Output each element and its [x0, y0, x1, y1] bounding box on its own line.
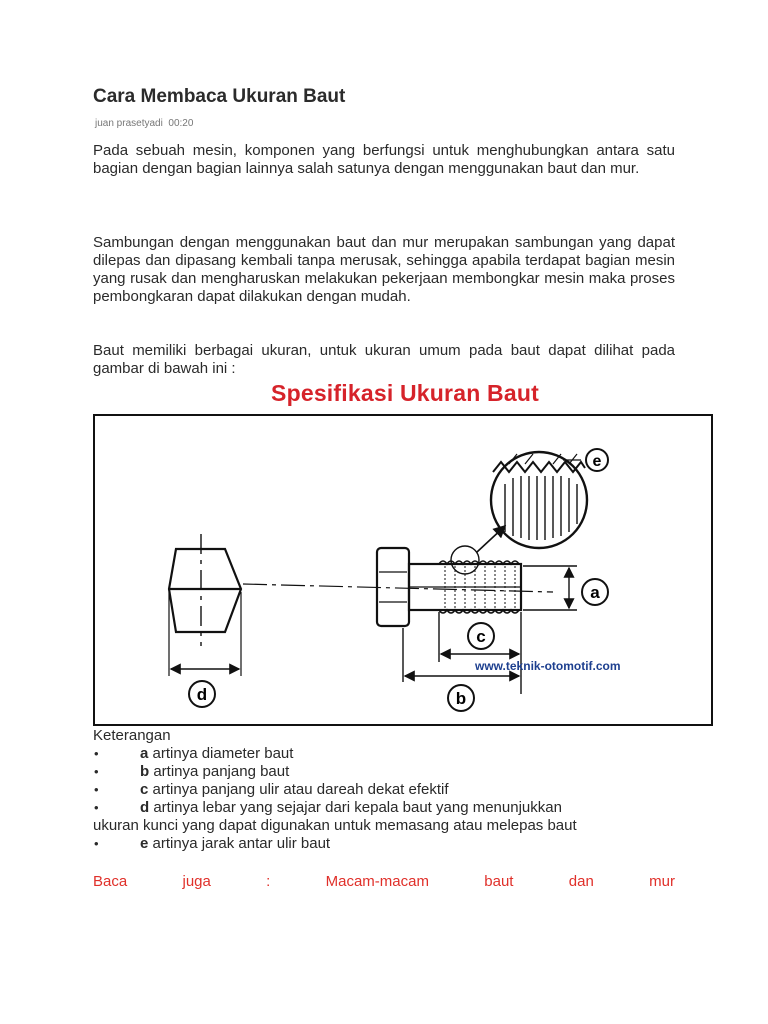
- list-item: • d artinya lebar yang sejajar dari kepala baut yang menunjukkan ukuran kunci yang dapat digunakan untuk memasang atau melepas baut: [93, 799, 577, 834]
- list-item: • b artinya panjang baut: [94, 763, 290, 780]
- legend-heading: Keterangan: [93, 727, 171, 744]
- paragraph-2: Sambungan dengan menggunakan baut dan mur merupakan sambungan yang dapat dilepas dan dipasang kembali tanpa merusak, sehingga apabila terdapat bagian mesin yang rusak dan mengharuskan melakukan pekerjaan membongkar mesin maka proses pembongkaran dapat dilakukan dengan mudah.: [93, 234, 675, 305]
- read-also-link[interactable]: Baca juga : Macam-macam baut dan mur: [93, 873, 675, 890]
- label-b: [448, 685, 474, 711]
- post-time: 00:20: [168, 118, 194, 129]
- paragraph-3: Baut memiliki berbagai ukuran, untuk ukuran umum pada baut dapat dilihat pada gambar di bawah ini :: [93, 342, 675, 377]
- bullet: •: [94, 746, 99, 761]
- label-a: [582, 579, 608, 605]
- svg-text:c: c: [476, 627, 486, 646]
- list-item: • c artinya panjang ulir atau dareah dekat efektif: [94, 781, 449, 798]
- list-item: • a artinya diameter baut: [94, 745, 294, 762]
- figure-title: Spesifikasi Ukuran Baut: [271, 380, 539, 406]
- label-e: [586, 449, 608, 471]
- svg-text:a: a: [590, 583, 600, 602]
- post-meta: [95, 118, 193, 129]
- article-title: Cara Membaca Ukuran Baut: [93, 86, 346, 107]
- author-name[interactable]: juan prasetyadi: [95, 118, 163, 129]
- bullet: •: [94, 764, 99, 779]
- label-c: [468, 623, 494, 649]
- bullet: •: [94, 836, 99, 851]
- svg-text:e: e: [592, 453, 602, 470]
- bullet: •: [94, 800, 99, 815]
- svg-text:d: d: [196, 685, 208, 704]
- label-d: [189, 681, 215, 707]
- list-item: • e artinya jarak antar ulir baut: [94, 835, 331, 852]
- bolt-diagram: [93, 414, 713, 726]
- watermark: www.teknik-otomotif.com: [475, 659, 621, 673]
- bullet: •: [94, 782, 99, 797]
- paragraph-1: Pada sebuah mesin, komponen yang berfungsi untuk menghubungkan antara satu bagian dengan bagian lainnya salah satunya dengan menggunakan baut dan mur.: [93, 142, 675, 177]
- legend-list: [93, 745, 693, 853]
- svg-text:b: b: [455, 689, 467, 708]
